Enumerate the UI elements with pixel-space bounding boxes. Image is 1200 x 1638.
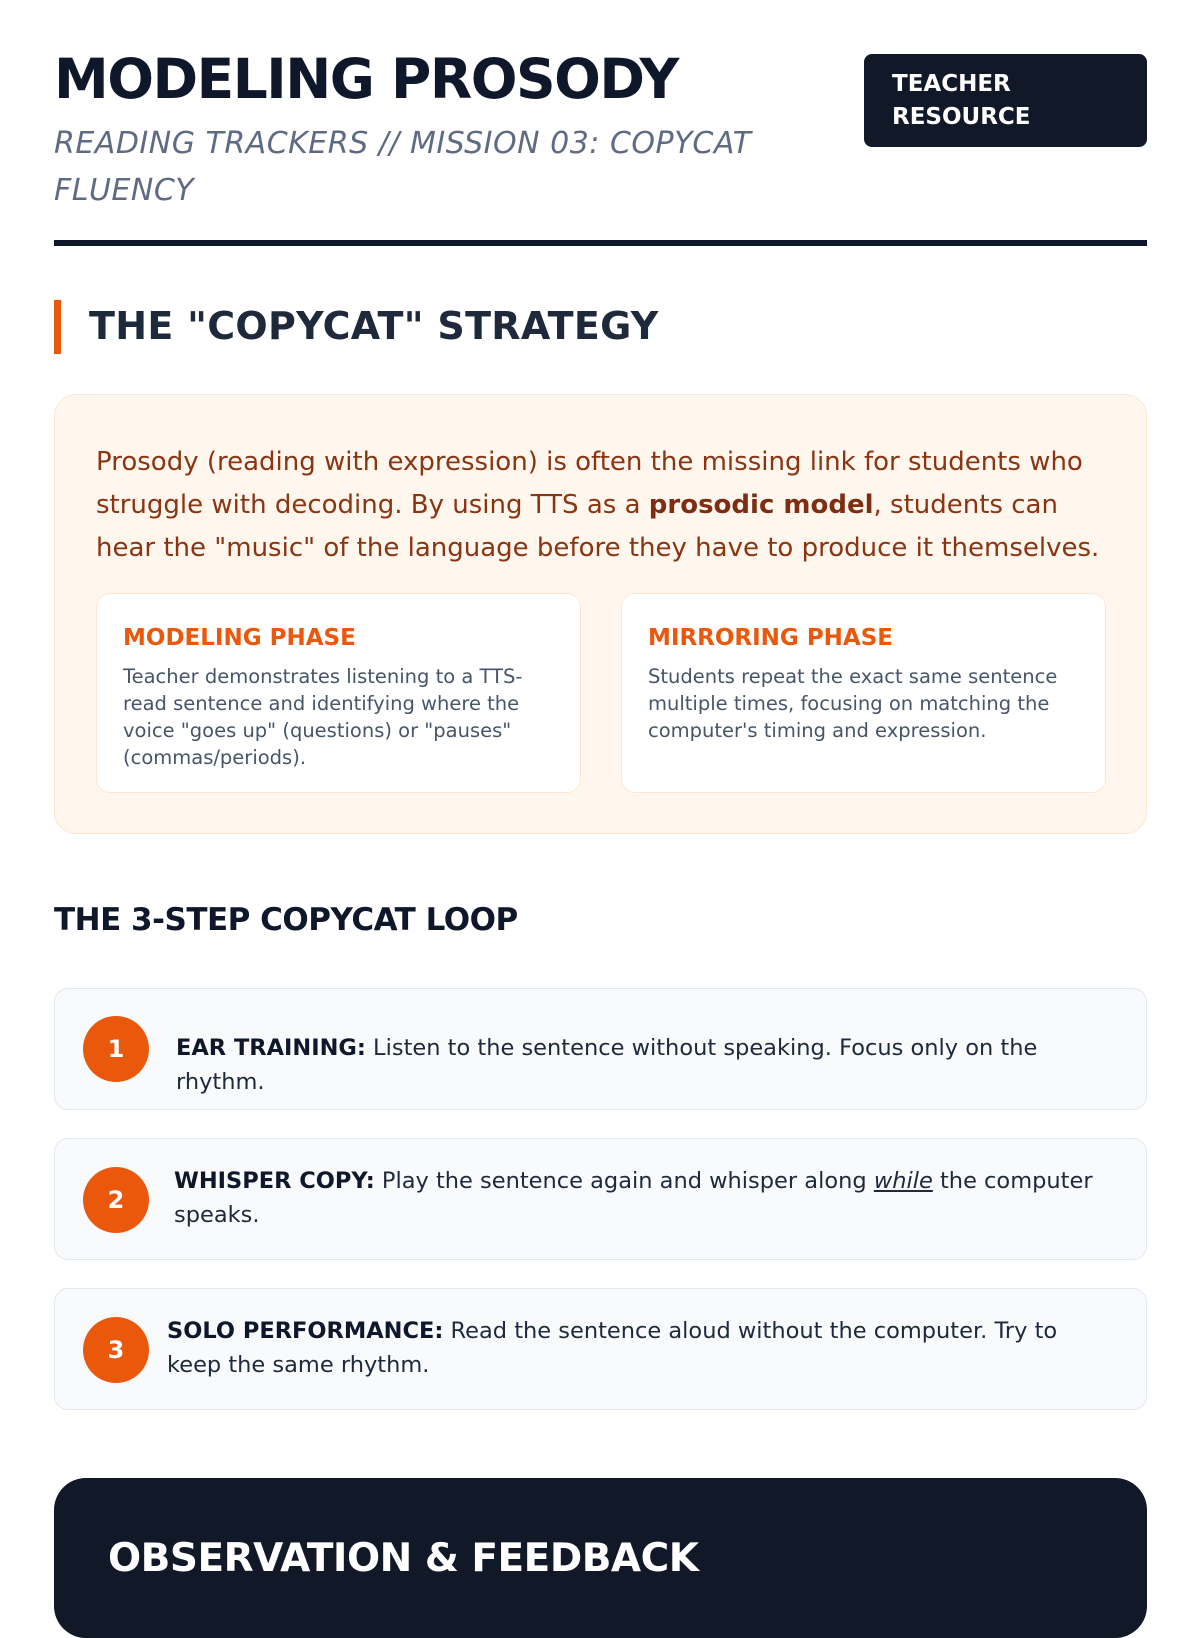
step-number-badge: 2 [83,1167,149,1233]
step-text [176,1031,1126,1099]
strategy-intro [96,441,1106,570]
header-divider [54,240,1147,246]
step-label: SOLO PERFORMANCE: [167,1318,444,1344]
mirroring-phase-title: MIRRORING PHASE [648,625,894,651]
intro-bold-term: prosodic model [648,490,874,520]
modeling-phase-card [96,593,581,793]
step-card [54,1138,1147,1260]
mirroring-phase-body: Students repeat the exact same sentence multiple times, focusing on matching the computer's timing and expression. [648,665,1058,742]
loop-heading: THE 3-STEP COPYCAT LOOP [54,902,518,938]
step-description: Listen to the sentence without speaking. Focus only on the rhythm. [176,1035,1038,1095]
strategy-panel [54,394,1147,834]
intro-text-end: , students can hear the "music" of the language before they have to produce it themselves. [96,490,1100,563]
mirroring-phase-card [621,593,1106,793]
step-description: Play the sentence again and whisper along [374,1168,874,1194]
step-card [54,1288,1147,1410]
page [54,0,1147,1581]
page-title: MODELING PROSODY [54,47,678,111]
page-subtitle: READING TRACKERS // MISSION 03: COPYCAT FLUENCY [54,126,752,208]
step-card [54,988,1147,1110]
step-text [174,1164,1104,1232]
observation-heading: OBSERVATION & FEEDBACK [108,1536,699,1581]
step-number-badge: 1 [83,1016,149,1082]
step-description-end: the computer speaks. [174,1168,1093,1228]
step-number-badge: 3 [83,1317,149,1383]
step-label: WHISPER COPY: [174,1168,375,1194]
heading-accent-bar [54,300,61,354]
modeling-phase-title: MODELING PHASE [123,625,356,651]
teacher-resource-badge: TEACHER RESOURCE [864,54,1147,147]
step-label: EAR TRAINING: [176,1035,366,1061]
modeling-phase-body: Teacher demonstrates listening to a TTS-read sentence and identifying where the voice "goes up" (questions) or "pauses" (commas/periods). [123,665,523,769]
step-text [167,1314,1112,1382]
observation-panel [54,1478,1147,1638]
header [54,0,1147,248]
intro-text-start: Prosody (reading with expression) is often the missing link for students who struggle with decoding. By using TTS as a [96,447,1083,520]
step-description: Read the sentence aloud without the computer. Try to keep the same rhythm. [167,1318,1058,1378]
strategy-section-heading [54,300,1147,354]
step-emphasis: while [873,1168,933,1194]
strategy-heading: THE "COPYCAT" STRATEGY [89,304,659,348]
